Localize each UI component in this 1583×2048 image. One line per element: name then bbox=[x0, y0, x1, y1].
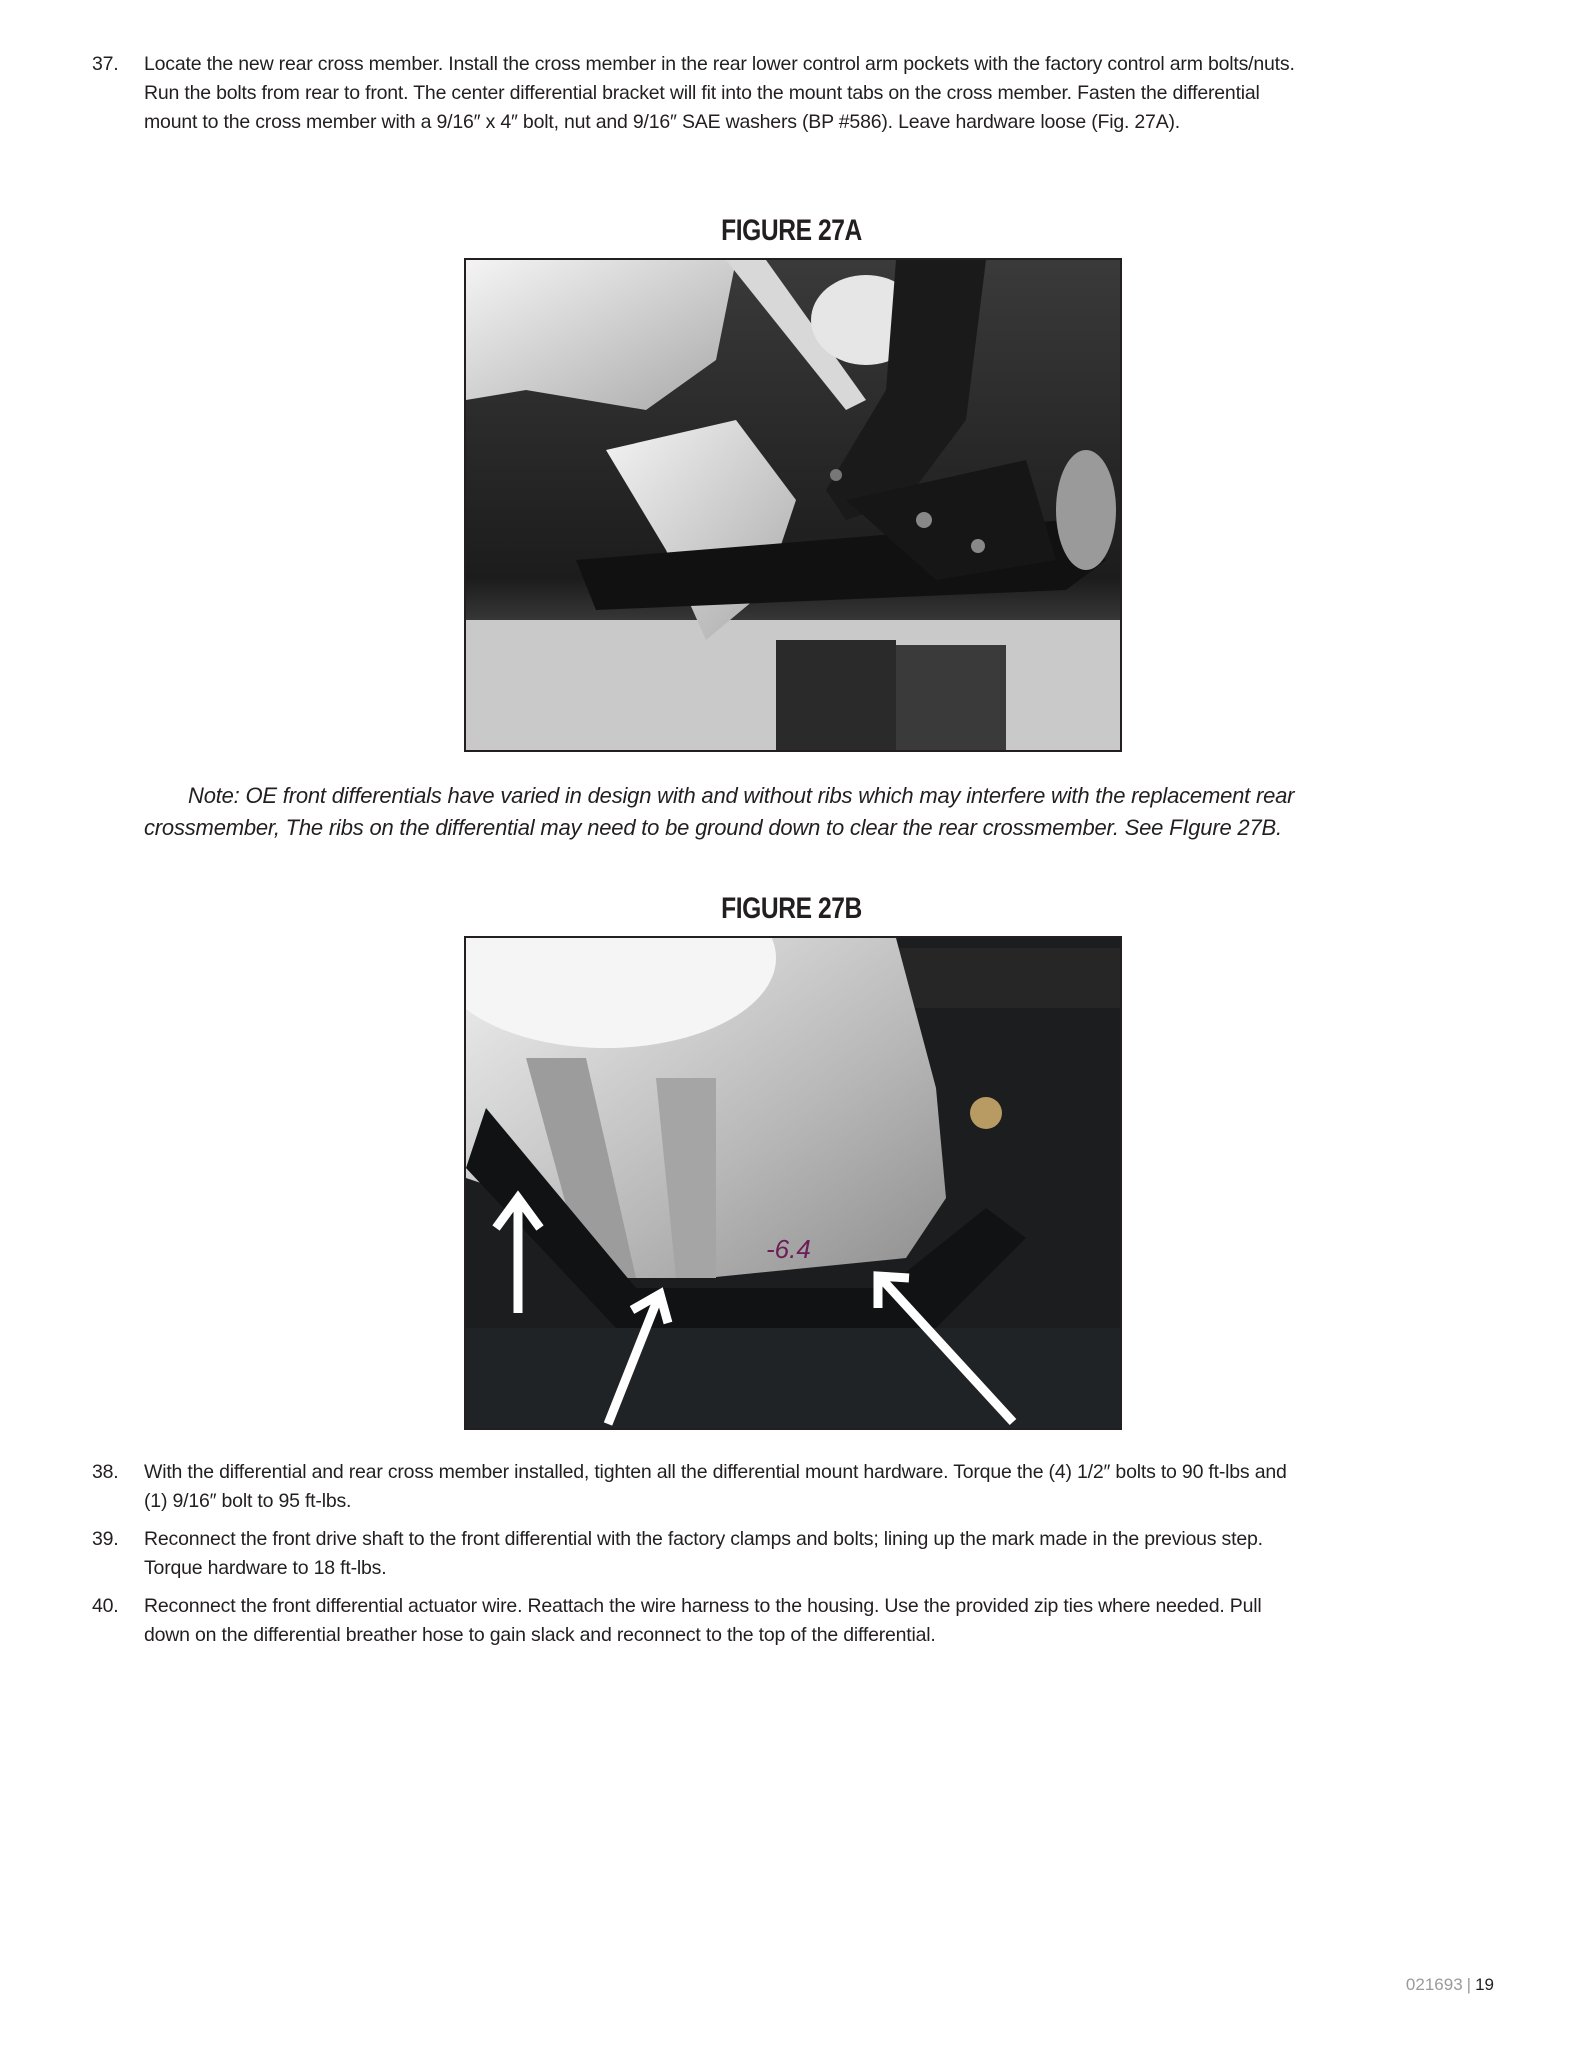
page-number: 19 bbox=[1475, 1975, 1494, 1994]
note-line: crossmember, The ribs on the differential may need to be ground down to clear the rear crossmember. See FIgure 27B. bbox=[144, 815, 1282, 840]
note-paragraph bbox=[144, 780, 1444, 844]
step-line: With the differential and rear cross member installed, tighten all the differential mount hardware. Torque the (4) 1/2″ bolts to 90 ft-lbs and bbox=[144, 1461, 1287, 1483]
note-line: Note: OE front differentials have varied in design with and without ribs which may interfere with the replacement rear bbox=[188, 783, 1295, 808]
step-line: Run the bolts from rear to front. The center differential bracket will fit into the mount tabs on the cross member. Fasten the differential bbox=[144, 82, 1260, 104]
drain-plug-bolt bbox=[970, 1097, 1002, 1129]
document-code: 021693 bbox=[1405, 1975, 1463, 1994]
shop-cabinet bbox=[776, 640, 896, 750]
step-line: Reconnect the front drive shaft to the front differential with the factory clamps and bolts; lining up the mark made in the previous step. bbox=[144, 1528, 1263, 1550]
step-39 bbox=[92, 1525, 1512, 1583]
mount-bolt-hole bbox=[971, 539, 985, 553]
figure-27a-illustration bbox=[466, 260, 1120, 750]
step-line: mount to the cross member with a 9/16″ x 4″ bolt, nut and 9/16″ SAE washers (BP #586). Leave hardware loose (Fig. 27A). bbox=[144, 111, 1181, 133]
figure-27b-photo bbox=[464, 936, 1122, 1430]
step-line: Reconnect the front differential actuator wire. Reattach the wire harness to the housing. Use the provided zip ties where needed. Pull bbox=[144, 1595, 1262, 1617]
mount-bolt-hole bbox=[916, 512, 932, 528]
shop-cabinet bbox=[896, 645, 1006, 750]
step-number: 38. bbox=[92, 1461, 119, 1483]
step-line: (1) 9/16″ bolt to 95 ft-lbs. bbox=[144, 1490, 352, 1512]
step-line: Torque hardware to 18 ft-lbs. bbox=[144, 1557, 387, 1579]
figure-27b-title: FIGURE 27B bbox=[721, 892, 862, 925]
step-line: Locate the new rear cross member. Install the cross member in the rear lower control arm pockets with the factory control arm bolts/nuts. bbox=[144, 53, 1295, 75]
figure-27b-illustration bbox=[466, 938, 1120, 1428]
page-footer bbox=[1406, 1975, 1494, 1995]
marker-writing: -6.4 bbox=[766, 1234, 811, 1264]
step-40 bbox=[92, 1592, 1512, 1650]
breather-hose bbox=[886, 948, 1120, 1008]
step-37 bbox=[92, 50, 1512, 137]
step-number: 40. bbox=[92, 1595, 119, 1617]
footer-separator: | bbox=[1466, 1975, 1472, 1994]
step-number: 37. bbox=[92, 53, 119, 75]
axle-hub bbox=[1056, 450, 1116, 570]
rear-crossmember-face bbox=[466, 1328, 1120, 1428]
figure-27a-photo bbox=[464, 258, 1122, 752]
figure-27a-title: FIGURE 27A bbox=[721, 214, 862, 247]
bolt bbox=[830, 469, 842, 481]
step-38 bbox=[92, 1458, 1512, 1516]
step-number: 39. bbox=[92, 1528, 119, 1550]
step-line: down on the differential breather hose to gain slack and reconnect to the top of the differential. bbox=[144, 1624, 936, 1646]
